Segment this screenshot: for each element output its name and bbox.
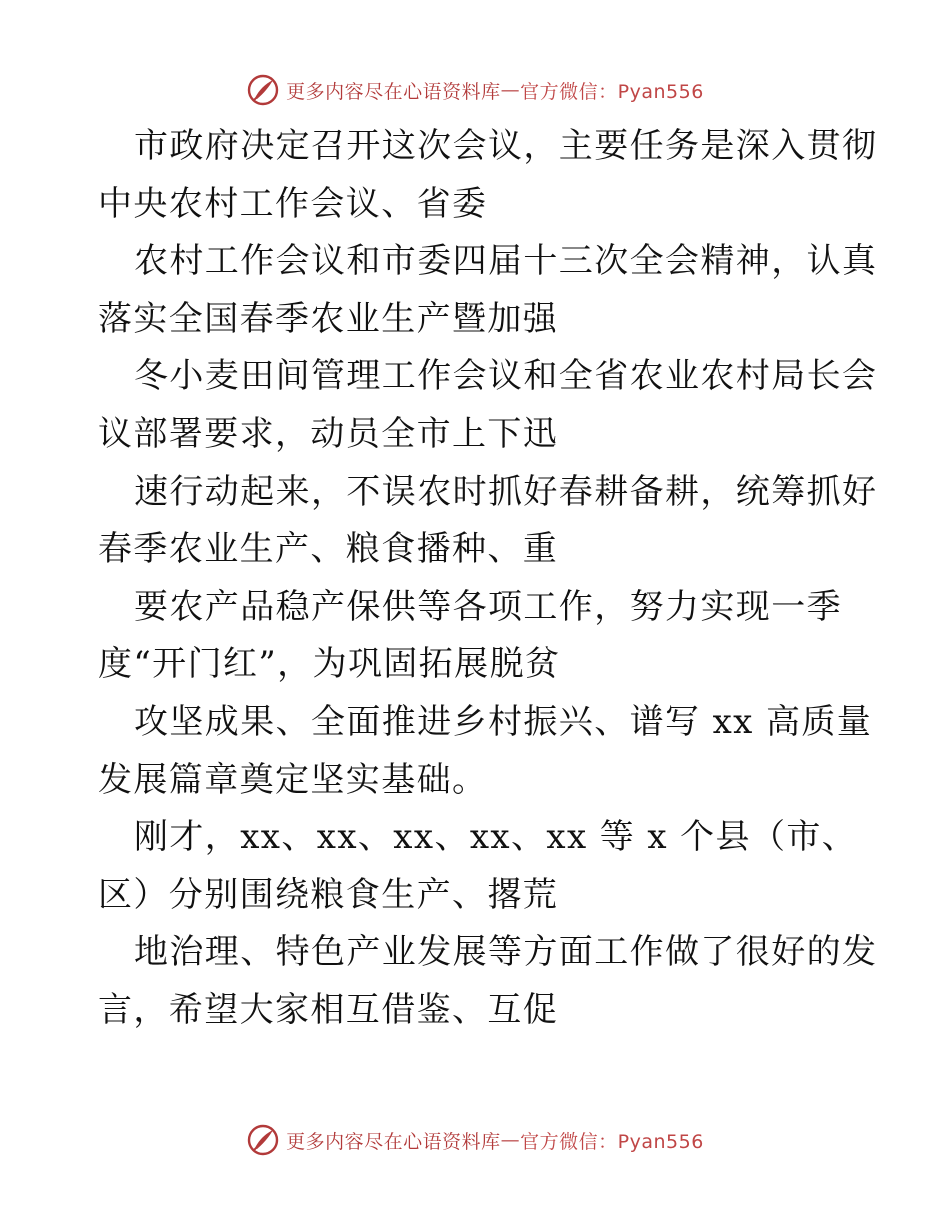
watermark-text: 更多内容尽在心语资料库 bbox=[286, 80, 501, 103]
body-line: 市政府决定召开这次会议，主要任务是深入贯彻 bbox=[134, 126, 878, 166]
body-line: 刚才，xx、xx、xx、xx、xx 等 x 个县（市、 bbox=[134, 817, 858, 858]
body-line: 言，希望大家相互借鉴、互促 bbox=[98, 989, 559, 1030]
body-line: 攻坚成果、全面推进乡村振兴、谱写 xx 高质量 bbox=[134, 701, 873, 742]
header-watermark bbox=[0, 70, 950, 110]
body-line: 落实全国春季农业生产暨加强 bbox=[98, 298, 559, 339]
watermark-separator: — bbox=[500, 1129, 521, 1151]
quill-pen-logo-icon bbox=[246, 1123, 280, 1157]
body-line: 要农产品稳产保供等各项工作，努力实现一季 bbox=[134, 586, 842, 627]
body-line: 速行动起来，不误农时抓好春耕备耕，统筹抓好 bbox=[134, 471, 878, 512]
footer-watermark bbox=[0, 1120, 950, 1160]
watermark-contact: 官方微信：Pyan556 bbox=[520, 1130, 704, 1153]
body-line: 春季农业生产、粮食播种、重 bbox=[98, 529, 559, 570]
body-line: 冬小麦田间管理工作会议和全省农业农村局长会 bbox=[134, 356, 878, 397]
body-line: 议部署要求，动员全市上下迅 bbox=[98, 413, 559, 454]
body-line: 区）分别围绕粮食生产、撂荒 bbox=[98, 874, 559, 915]
document-body bbox=[98, 118, 878, 1040]
watermark-text: 更多内容尽在心语资料库 bbox=[286, 1130, 501, 1153]
watermark-contact: 官方微信：Pyan556 bbox=[520, 80, 704, 103]
watermark-separator: — bbox=[500, 79, 521, 101]
body-line: 农村工作会议和市委四届十三次全会精神，认真 bbox=[134, 241, 878, 282]
body-line: 发展篇章奠定坚实基础。 bbox=[98, 759, 488, 800]
quill-pen-logo-icon bbox=[246, 73, 280, 107]
body-line: 度“开门红”，为巩固拓展脱贫 bbox=[98, 644, 561, 685]
body-line: 中央农村工作会议、省委 bbox=[98, 183, 488, 224]
body-line: 地治理、特色产业发展等方面工作做了很好的发 bbox=[134, 932, 878, 973]
